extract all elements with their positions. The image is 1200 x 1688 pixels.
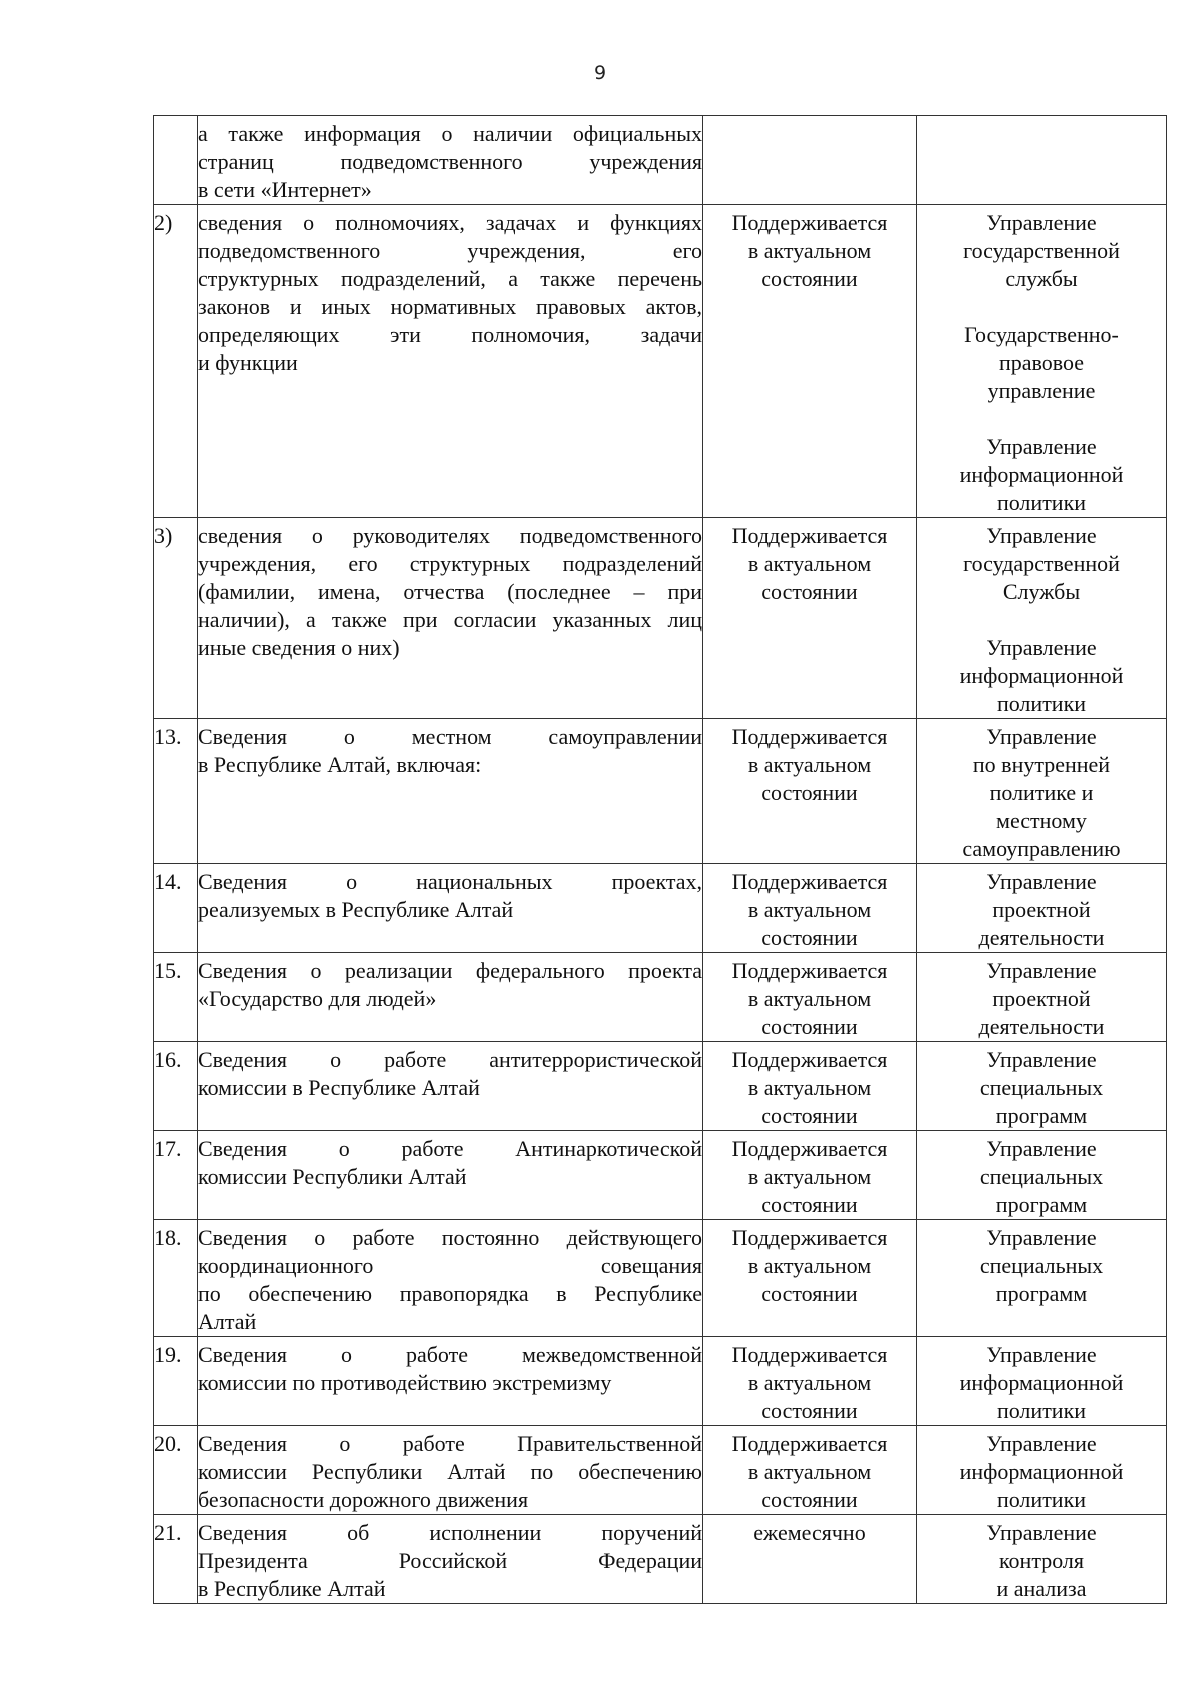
row-frequency xyxy=(703,1515,917,1604)
frequency-line: Поддерживается xyxy=(731,523,888,548)
description-line: (фамилии, имена, отчества (последнее – при xyxy=(198,579,702,604)
row-frequency xyxy=(703,116,917,205)
frequency-line: в актуальном xyxy=(747,1253,872,1278)
description-line: страниц подведомственного учреждения xyxy=(198,149,702,174)
frequency-line: в актуальном xyxy=(747,551,872,576)
frequency-line: в актуальном xyxy=(747,1370,872,1395)
row-frequency xyxy=(703,205,917,518)
row-number: 19. xyxy=(154,1337,198,1426)
department-line: Государственно- xyxy=(964,322,1119,347)
table-body xyxy=(154,116,1167,1604)
department-line: специальных xyxy=(979,1164,1104,1189)
department-line: Управление xyxy=(986,724,1097,749)
frequency-line: состоянии xyxy=(761,925,858,950)
description-line: комиссии Республики Алтай по обеспечению xyxy=(198,1459,702,1484)
frequency-line: в актуальном xyxy=(747,986,872,1011)
department-line: Управление xyxy=(986,1520,1097,1545)
row-responsible-department xyxy=(917,1515,1167,1604)
description-line: законов и иных нормативных правовых актов, xyxy=(198,294,702,319)
description-line: Алтай xyxy=(198,1309,257,1334)
description-line: «Государство для людей» xyxy=(198,986,437,1011)
row-description xyxy=(198,1131,703,1220)
frequency-line: в актуальном xyxy=(747,752,872,777)
table-row xyxy=(154,205,1167,518)
department-line xyxy=(917,606,1166,634)
frequency-line: Поддерживается xyxy=(731,1342,888,1367)
description-line: сведения о полномочиях, задачах и функциях xyxy=(198,210,702,235)
frequency-line: в актуальном xyxy=(747,897,872,922)
row-frequency xyxy=(703,518,917,719)
description-line: учреждения, его структурных подразделений xyxy=(198,551,702,576)
department-line: Управление xyxy=(986,210,1097,235)
description-line: в Республике Алтай xyxy=(198,1576,386,1601)
department-line: информационной xyxy=(959,1370,1124,1395)
department-line: проектной xyxy=(992,897,1091,922)
frequency-line: Поддерживается xyxy=(731,1136,888,1161)
row-number: 18. xyxy=(154,1220,198,1337)
frequency-line: Поддерживается xyxy=(731,869,888,894)
row-number: 16. xyxy=(154,1042,198,1131)
description-line: Сведения о работе постоянно действующего xyxy=(198,1225,702,1250)
row-number: 14. xyxy=(154,864,198,953)
department-line: информационной xyxy=(959,1459,1124,1484)
department-line: правовое xyxy=(998,350,1085,375)
frequency-line: в актуальном xyxy=(747,1459,872,1484)
description-line: а также информация о наличии официальных xyxy=(198,121,702,146)
frequency-line: в актуальном xyxy=(747,1164,872,1189)
row-number: 20. xyxy=(154,1426,198,1515)
row-frequency xyxy=(703,1337,917,1426)
row-number: 15. xyxy=(154,953,198,1042)
frequency-line: в актуальном xyxy=(747,1075,872,1100)
frequency-line: состоянии xyxy=(761,266,858,291)
row-responsible-department xyxy=(917,953,1167,1042)
row-responsible-department xyxy=(917,1042,1167,1131)
description-line: Сведения о реализации федерального проекта xyxy=(198,958,702,983)
department-line: управление xyxy=(987,378,1096,403)
row-responsible-department xyxy=(917,864,1167,953)
description-line: в Республике Алтай, включая: xyxy=(198,752,482,777)
department-line: политике и xyxy=(989,780,1094,805)
row-description xyxy=(198,1515,703,1604)
description-line: Сведения о работе Правительственной xyxy=(198,1431,702,1456)
table-row xyxy=(154,1042,1167,1131)
department-line: Управление xyxy=(986,1431,1097,1456)
table-row xyxy=(154,1515,1167,1604)
row-responsible-department xyxy=(917,719,1167,864)
description-line: определяющих эти полномочия, задачи xyxy=(198,322,702,347)
row-number xyxy=(154,116,198,205)
table-row xyxy=(154,1337,1167,1426)
information-table xyxy=(153,115,1167,1604)
department-line: Управление xyxy=(986,1136,1097,1161)
department-line: Управление xyxy=(986,434,1097,459)
row-description xyxy=(198,1220,703,1337)
row-description xyxy=(198,1426,703,1515)
table-row xyxy=(154,1220,1167,1337)
row-responsible-department xyxy=(917,518,1167,719)
description-line: Сведения о работе антитеррористической xyxy=(198,1047,702,1072)
description-line: структурных подразделений, а также перечень xyxy=(198,266,702,291)
department-line: Управление xyxy=(986,1225,1097,1250)
row-number: 13. xyxy=(154,719,198,864)
department-line: и анализа xyxy=(996,1576,1087,1601)
department-line: информационной xyxy=(959,663,1124,688)
department-line: Управление xyxy=(986,1342,1097,1367)
department-line xyxy=(917,405,1166,433)
frequency-line: ежемесячно xyxy=(753,1520,866,1545)
description-line: Сведения о работе Антинаркотической xyxy=(198,1136,702,1161)
department-line: Управление xyxy=(986,523,1097,548)
frequency-line: Поддерживается xyxy=(731,958,888,983)
row-number: 2) xyxy=(154,205,198,518)
department-line: политики xyxy=(996,1487,1087,1512)
department-line: по внутренней xyxy=(972,752,1111,777)
department-line: Управление xyxy=(986,869,1097,894)
row-description xyxy=(198,1337,703,1426)
description-line: Сведения о национальных проектах, xyxy=(198,869,702,894)
description-line: подведомственного учреждения, его xyxy=(198,238,702,263)
department-line: государственной xyxy=(963,238,1120,263)
frequency-line: состоянии xyxy=(761,1281,858,1306)
row-description xyxy=(198,719,703,864)
row-description xyxy=(198,116,703,205)
frequency-line: состоянии xyxy=(761,579,858,604)
description-line: комиссии Республики Алтай xyxy=(198,1164,467,1189)
row-description xyxy=(198,205,703,518)
row-responsible-department xyxy=(917,1220,1167,1337)
department-line: контроля xyxy=(998,1548,1085,1573)
frequency-line: Поддерживается xyxy=(731,1431,888,1456)
row-responsible-department xyxy=(917,1426,1167,1515)
row-frequency xyxy=(703,1220,917,1337)
row-frequency xyxy=(703,953,917,1042)
frequency-line: Поддерживается xyxy=(731,210,888,235)
department-line: деятельности xyxy=(978,925,1105,950)
table-row xyxy=(154,1131,1167,1220)
description-line: Сведения о местном самоуправлении xyxy=(198,724,702,749)
frequency-line: в актуальном xyxy=(747,238,872,263)
description-line: комиссии по противодействию экстремизму xyxy=(198,1370,612,1395)
department-line: политики xyxy=(996,1398,1087,1423)
row-frequency xyxy=(703,864,917,953)
department-line: программ xyxy=(995,1192,1088,1217)
description-line: реализуемых в Республике Алтай xyxy=(198,897,514,922)
row-description xyxy=(198,864,703,953)
department-line: службы xyxy=(1005,266,1078,291)
description-line: Президента Российской Федерации xyxy=(198,1548,702,1573)
frequency-line: состоянии xyxy=(761,1398,858,1423)
row-responsible-department xyxy=(917,1337,1167,1426)
department-line: информационной xyxy=(959,462,1124,487)
department-line: Управление xyxy=(986,1047,1097,1072)
department-line: специальных xyxy=(979,1075,1104,1100)
department-line: политики xyxy=(996,691,1087,716)
frequency-line: состоянии xyxy=(761,1103,858,1128)
row-number: 17. xyxy=(154,1131,198,1220)
description-line: и функции xyxy=(198,350,298,375)
description-line: наличии), а также при согласии указанных лиц xyxy=(198,607,702,632)
department-line: Службы xyxy=(1002,579,1081,604)
department-line: проектной xyxy=(992,986,1091,1011)
row-frequency xyxy=(703,1426,917,1515)
description-line: Сведения о работе межведомственной xyxy=(198,1342,702,1367)
department-line: специальных xyxy=(979,1253,1104,1278)
row-number: 3) xyxy=(154,518,198,719)
department-line: политики xyxy=(996,490,1087,515)
description-line: по обеспечению правопорядка в Республике xyxy=(198,1281,702,1306)
frequency-line: состоянии xyxy=(761,1014,858,1039)
table-row xyxy=(154,1426,1167,1515)
description-line: Сведения об исполнении поручений xyxy=(198,1520,702,1545)
department-line: самоуправлению xyxy=(962,836,1121,861)
row-frequency xyxy=(703,1131,917,1220)
description-line: сведения о руководителях подведомственного xyxy=(198,523,702,548)
department-line: местному xyxy=(996,808,1087,833)
department-line: Управление xyxy=(986,635,1097,660)
frequency-line: состоянии xyxy=(761,1487,858,1512)
description-line: комиссии в Республике Алтай xyxy=(198,1075,480,1100)
table-row xyxy=(154,864,1167,953)
row-description xyxy=(198,518,703,719)
frequency-line: состоянии xyxy=(761,1192,858,1217)
row-description xyxy=(198,953,703,1042)
table-row xyxy=(154,518,1167,719)
row-frequency xyxy=(703,719,917,864)
description-line: координационного совещания xyxy=(198,1253,702,1278)
row-responsible-department xyxy=(917,116,1167,205)
frequency-line: Поддерживается xyxy=(731,724,888,749)
table-row xyxy=(154,953,1167,1042)
frequency-line: Поддерживается xyxy=(731,1225,888,1250)
row-frequency xyxy=(703,1042,917,1131)
description-line: безопасности дорожного движения xyxy=(198,1487,529,1512)
department-line xyxy=(917,293,1166,321)
row-responsible-department xyxy=(917,1131,1167,1220)
department-line: деятельности xyxy=(978,1014,1105,1039)
department-line: государственной xyxy=(963,551,1120,576)
description-line: в сети «Интернет» xyxy=(198,177,372,202)
frequency-line: состоянии xyxy=(761,780,858,805)
row-responsible-department xyxy=(917,205,1167,518)
page-number: 9 xyxy=(593,62,607,84)
description-line: иные сведения о них) xyxy=(198,635,400,660)
row-description xyxy=(198,1042,703,1131)
table-row xyxy=(154,719,1167,864)
department-line: программ xyxy=(995,1281,1088,1306)
row-number: 21. xyxy=(154,1515,198,1604)
frequency-line: Поддерживается xyxy=(731,1047,888,1072)
department-line: программ xyxy=(995,1103,1088,1128)
table-row xyxy=(154,116,1167,205)
department-line: Управление xyxy=(986,958,1097,983)
